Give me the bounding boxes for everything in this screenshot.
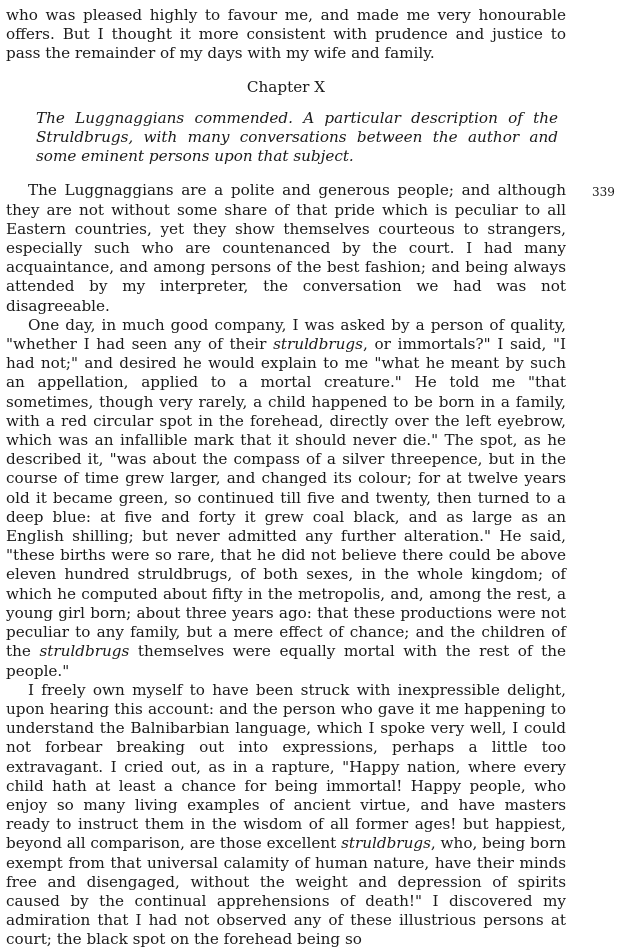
opening-paragraph: who was pleased highly to favour me, and made me very honourable offers. But I thought it more consistent with prudence and justice to pass the remainder of my days with my wife and family. xyxy=(6,6,566,63)
italic-term: struldbrugs xyxy=(341,834,431,853)
italic-term: struldbrugs xyxy=(273,335,363,354)
text-segment: One day, in much good company, I was asked by a person of quality, "whether I had seen any of their xyxy=(6,315,566,354)
book-page xyxy=(6,6,566,950)
text-segment: themselves were equally mortal with the rest of the people." xyxy=(6,642,566,680)
chapter-heading: Chapter X xyxy=(246,77,326,96)
page-number: 339 xyxy=(592,185,615,199)
body-paragraph xyxy=(6,316,566,681)
italic-term: struldbrugs xyxy=(39,642,130,661)
text-segment: The Luggnaggians are a polite and generous people; and although they are not without some share of that pride which is peculiar to all Eastern countries, yet they show themselves courteous to strangers, especially such who are countenanced by the court. I had many acquaintance, and among persons of the best fashion; and being always attended by my interpreter, the conversation we had was not disagreeable. xyxy=(6,181,566,315)
text-segment: , or immortals?" I said, "I had not;" and desired he would explain to me "what he meant by such an appellation, applied to a mortal creature." He told me "that sometimes, though very rarely, a child happened to be born in a family, with a red circular spot in the forehead, directly over the left eyebrow, which was an infallible mark that it should never die." The spot, as he described it, "was about the compass of a silver threepence, but in the course of time grew larger, and changed its colour; for at twelve years old it became green, so continued till five and twenty, then turned to a deep blue: at five and forty it grew coal black, and as large as an English shilling; but never admitted any further alteration." He said, "these births were so rare, that he did not believe there could be above eleven hundred struldbrugs, of both sexes, in the whole kingdom; of which he computed about fifty in the metropolis, and, among the rest, a young girl born; about three years ago: that these productions were not peculiar to any family, but a mere effect of chance; and the children of the xyxy=(6,335,566,661)
text-segment: , who, being born exempt from that universal calamity of human nature, have their minds free and disengaged, without the weight and depression of spirits caused by the continual apprehensions of death!" I discovered my admiration that I had not observed any of these illustrious persons at court; the black spot on the forehead being so xyxy=(6,834,566,949)
chapter-summary: The Luggnaggians commended. A particular description of the Struldbrugs, with many conversations between the author and some eminent persons upon that subject. xyxy=(36,108,558,166)
body-paragraph xyxy=(6,181,566,315)
body-paragraph xyxy=(6,681,566,950)
text-segment: I freely own myself to have been struck with inexpressible delight, upon hearing this account: and the person who gave it me happening to understand the Balnibarbian language, which I spoke very well, I could not forbear breaking out into expressions, perhaps a little too extravagant. I cried out, as in a rapture, "Happy nation, where every child hath at least a chance for being immortal! Happy people, who enjoy so many living examples of ancient virtue, and have masters ready to instruct them in the wisdom of all former ages! but happiest, beyond all comparison, are those excellent xyxy=(6,680,566,853)
chapter-body xyxy=(6,181,566,949)
